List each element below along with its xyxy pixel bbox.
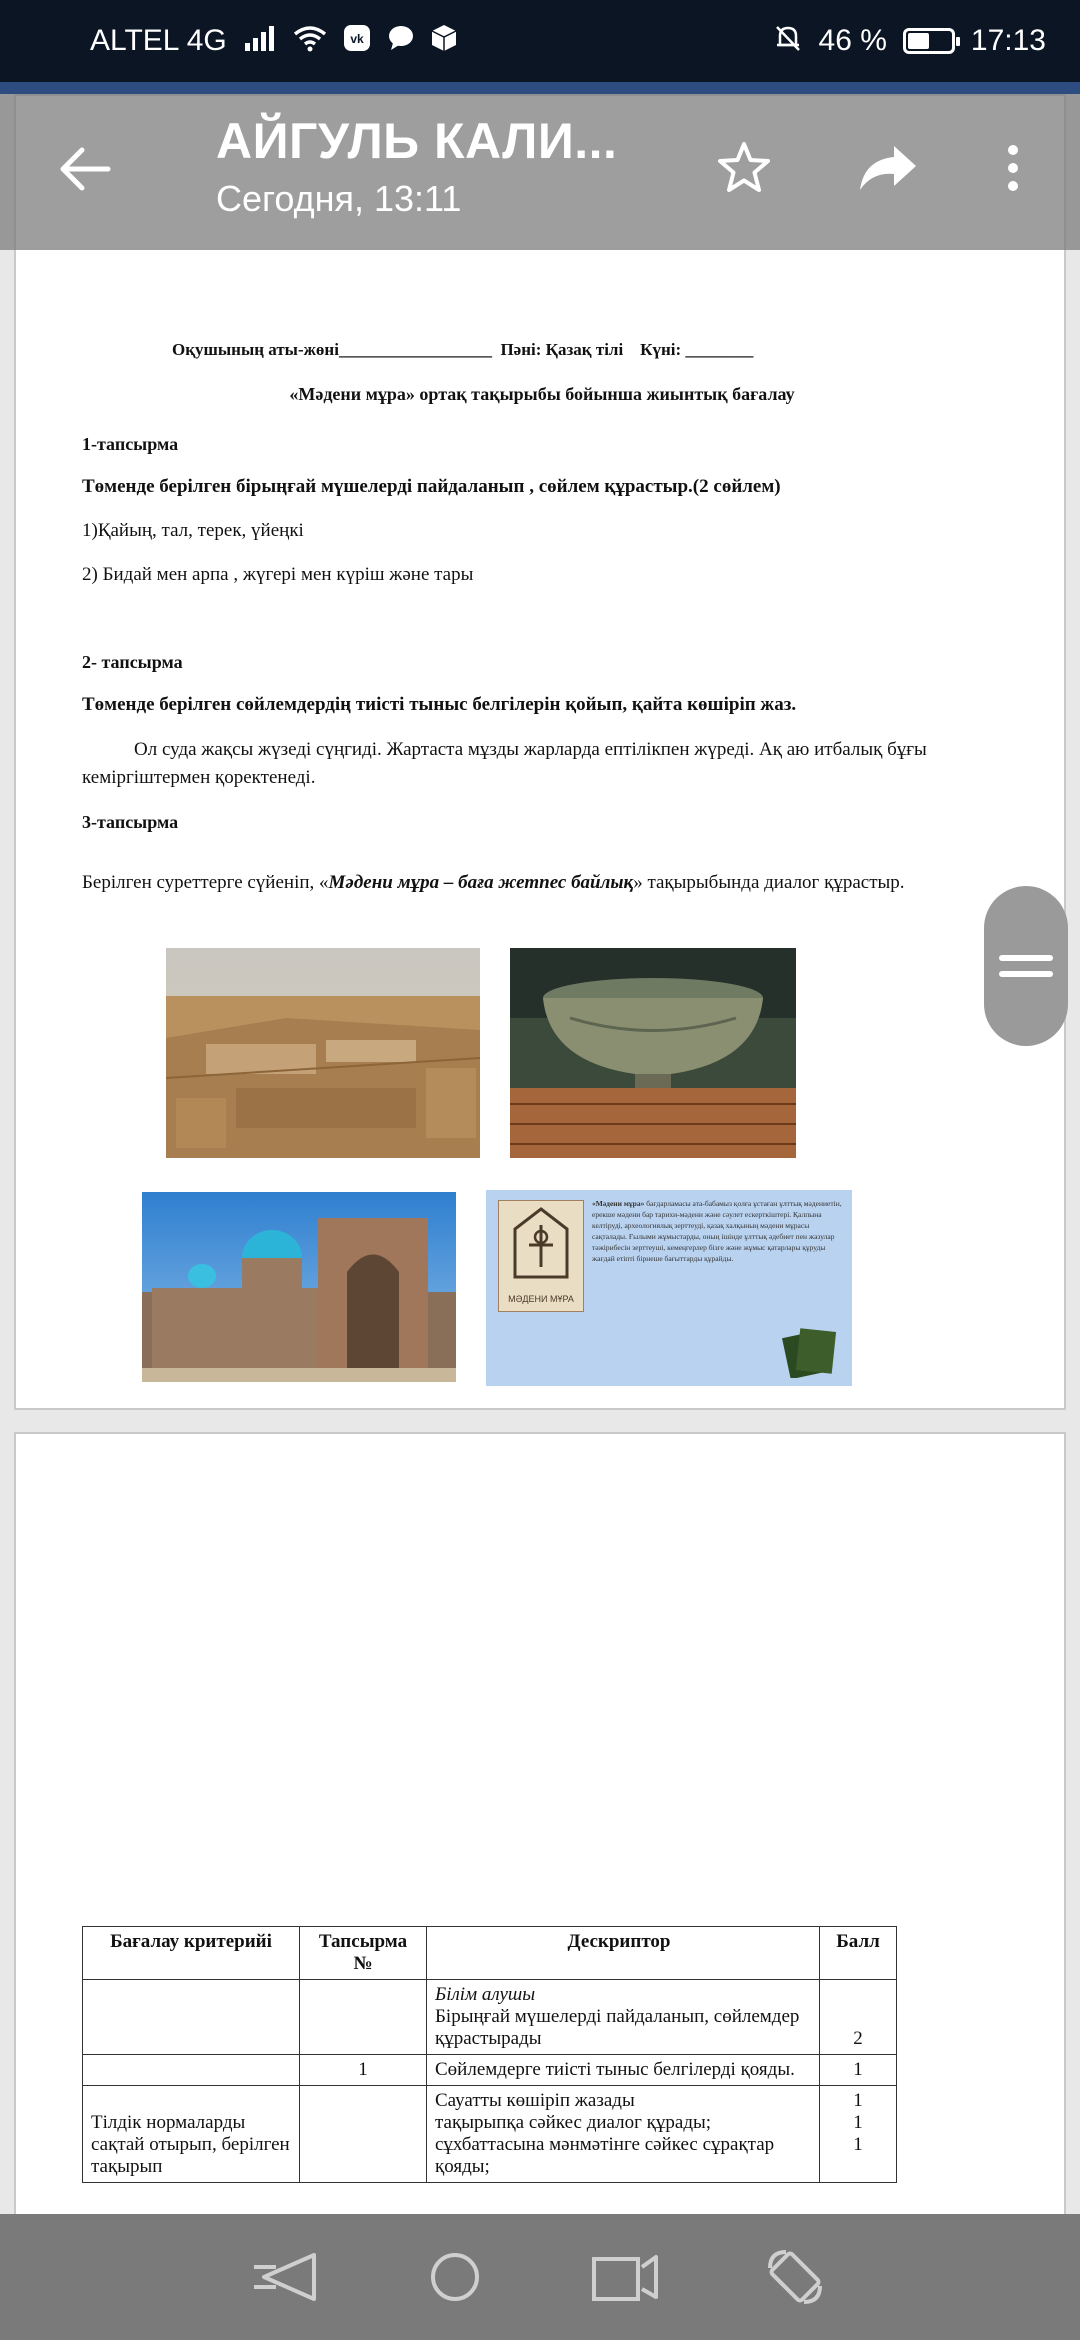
table-row (83, 2086, 897, 2183)
document-page-1 (14, 94, 1066, 1410)
forward-button[interactable] (850, 130, 926, 206)
col-criterion: Бағалау критерийі (83, 1927, 300, 1980)
wifi-icon (293, 24, 327, 59)
cell-descriptor: Сауатты көшіріп жазады тақырыпқа сәйкес диалог құрады; сұхбаттасына мәнмәтінге сәйкес сұрақтар қояды; (427, 2086, 820, 2183)
navigation-bar (0, 2214, 1080, 2340)
cell-criterion (83, 1980, 300, 2055)
task3-pre: Берілген суреттерге сүйеніп, « (82, 872, 329, 893)
cell-criterion (83, 2055, 300, 2086)
clock: 17:13 (970, 24, 1046, 57)
nav-recents-button[interactable] (585, 2237, 665, 2317)
rotate-screen-button[interactable] (755, 2237, 835, 2317)
cell-score: 1 1 1 (820, 2086, 897, 2183)
ruins-photo (166, 948, 480, 1158)
back-button[interactable] (50, 134, 120, 204)
task1-instruction: Төменде берілген бірыңғай мүшелерді пайдаланып , сөйлем құрастыр.(2 сөйлем) (82, 476, 781, 497)
col-task: Тапсырма № (300, 1927, 427, 1980)
task2-label: 2- тапсырма (82, 652, 183, 672)
cell-descriptor: Сөйлемдерге тиісті тыныс белгілерді қояды. (427, 2055, 820, 2086)
more-options-button[interactable] (988, 130, 1038, 206)
books-image (782, 1320, 840, 1378)
chat-icon (387, 24, 415, 59)
descriptor-intro: Білім алушы (435, 1984, 536, 2005)
table-row (83, 1980, 897, 2055)
madeni-mura-logo (498, 1200, 584, 1312)
nav-home-button[interactable] (415, 2237, 495, 2317)
more-vertical-icon (1006, 143, 1020, 193)
cell-task (300, 2086, 427, 2183)
nav-back-icon (250, 2249, 320, 2305)
cell-task: 1 (300, 2055, 427, 2086)
table-row (83, 2055, 897, 2086)
document-viewer[interactable] (0, 94, 1080, 2214)
battery-percent: 46 % (818, 24, 887, 57)
fast-scroll-handle[interactable] (984, 886, 1068, 1046)
status-bar (0, 0, 1080, 82)
mausoleum-photo (142, 1192, 456, 1382)
task3-instruction (82, 872, 962, 894)
battery-icon (903, 28, 955, 54)
col-score: Балл (820, 1927, 897, 1980)
nav-home-icon (427, 2249, 483, 2305)
criteria-table (82, 1926, 897, 2183)
vk-icon (343, 24, 371, 59)
star-button[interactable] (706, 130, 782, 206)
cauldron-photo (510, 948, 796, 1158)
cell-score: 2 (820, 1980, 897, 2055)
arrow-left-icon (58, 146, 112, 192)
student-info-line: Оқушының аты-жөні__________________ Пәні: Қазақ тілі Күні: ________ (172, 340, 754, 359)
nav-recents-icon (590, 2249, 660, 2305)
carrier-label: ALTEL 4G (90, 24, 227, 57)
descriptor-text: Бірыңғай мүшелерді пайдаланып, сөйлемдер құрастырады (435, 2006, 800, 2049)
task3-theme: Мәдени мұра – баға жетпес байлық (328, 872, 634, 893)
col-descriptor: Дескриптор (427, 1927, 820, 1980)
status-divider (0, 82, 1080, 94)
share-arrow-icon (858, 144, 918, 192)
cell-descriptor (427, 1980, 820, 2055)
cell-score: 1 (820, 2055, 897, 2086)
app-header (0, 94, 1080, 250)
poster-body: бағдарламасы ата-бабамыз қолға ұстаған ұлттық мәдениетін, ерекше мәдени бар тарихи-мәдени және сәулет ескерткіштері. Қалпына келтіруді, археологиялық зерттеуді, қазақ халқының мәдени мұрасы сақталады. Ғылыми жұмыстарды, оның ішінде ұлттық әдебиет пен жазулар тәжірибесін зерттеуші, кемеңгерлер бізге және жұмыс қатарлары құруды жағдай етіпті бірнеше бағыттарды құрайды. (592, 1199, 842, 1263)
task1-label: 1-тапсырма (82, 434, 179, 454)
table-header-row (83, 1927, 897, 1980)
task1-item-2: 2) Бидай мен арпа , жүгері мен күріш және тары (82, 564, 474, 585)
rotate-icon (764, 2246, 826, 2308)
sender-name: АЙГУЛЬ КАЛИ... (216, 113, 618, 169)
cell-criterion: Тілдік нормаларды сақтай отырып, берілген тақырып (83, 2086, 300, 2183)
task3-label: 3-тапсырма (82, 812, 179, 832)
box-icon (431, 24, 457, 59)
svg-text:vk: vk (350, 31, 364, 46)
signal-icon (243, 25, 277, 58)
cell-task (300, 1980, 427, 2055)
mute-bell-icon (773, 23, 803, 60)
document-heading: «Мәдени мұра» ортақ тақырыбы бойынша жиынтық бағалау (289, 384, 795, 404)
task3-post: » тақырыбында диалог құрастыр. (633, 872, 905, 893)
task1-item-1: 1)Қайың, тал, терек, үйеңкі (82, 520, 304, 541)
poster-text (592, 1198, 842, 1264)
poster-bold: «Мәдени мұра» (592, 1199, 645, 1208)
nav-back-button[interactable] (245, 2237, 325, 2317)
task2-instruction: Төменде берілген сөйлемдердің тиісті тыныс белгілерін қойып, қайта көшіріп жаз. (82, 694, 797, 715)
message-date: Сегодня, 13:11 (216, 178, 462, 219)
task2-text: Ол суда жақсы жүзеді сүңгиді. Жартаста мұзды жарларда ептілікпен жүреді. Ақ аю итбалық бұғы кеміргіштермен қоректенеді. (82, 739, 927, 788)
star-icon (716, 140, 772, 196)
madeni-mura-poster (486, 1190, 852, 1386)
logo-caption: МӘДЕНИ МҰРА (508, 1294, 574, 1304)
